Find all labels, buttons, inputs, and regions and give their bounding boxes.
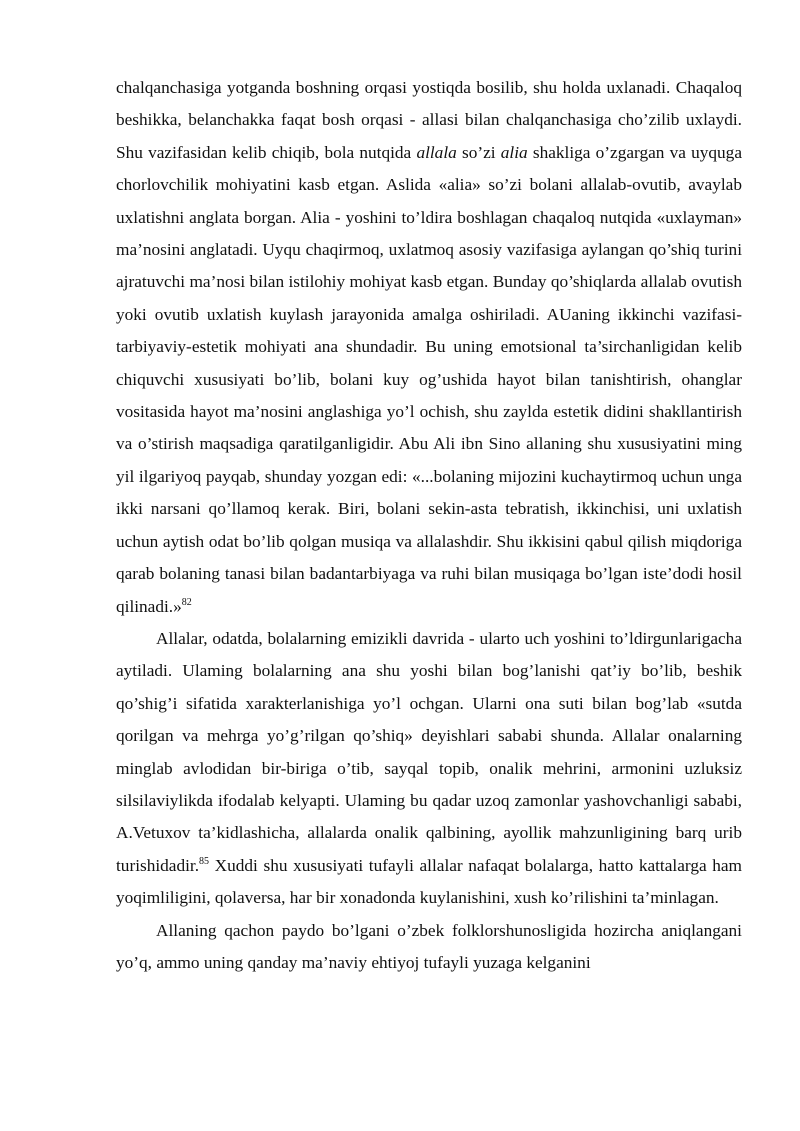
text-run: chalqanchasiga yotganda boshning orqasi yostiqda bosilib, shu holda uxlanadi. Chaqaloq beshikka, belanchakka faqat bosh orqasi - allasi bilan chalqanchasiga cho’zilib uxlaydi. Shu vazifasidan kelib chiqib, bola nutqida [116, 78, 742, 162]
text-run: Xuddi shu xususiyati tufayli allalar nafaqat bolalarga, hatto kattalarga ham yoqimliligini, qolaversa, har bir xonadonda kuylanishini, xush ko’rilishini ta’minlagan. [116, 855, 742, 908]
italic-term: allala [416, 142, 457, 162]
italic-term: alia [500, 142, 528, 162]
footnote-ref: 85 [199, 855, 210, 867]
text-run: Allaning qachon paydo bo’lgani o’zbek folklorshunosligida hozircha aniqlangani yo’q, ammo uning qanday ma’naviy ehtiyoj tufayli yuzaga kelganini [116, 920, 742, 972]
body-text [116, 72, 742, 979]
text-run: so’zi [456, 142, 501, 162]
text-run: shakliga o’zgargan va uyquga chorlovchilik mohiyatini kasb etgan. Aslida «alia» so’zi bolani allalab-ovutib, avaylab uxlatishni anglata borgan. Alia - yoshini to’ldira boshlagan chaqaloq nutqida «uxlayman» ma’nosini anglatadi. Uyqu chaqirmoq, uxlatmoq asosiy vazifasiga aylangan qo’shiq turini ajratuvchi ma’nosi bilan istilohiy mohiyat kasb etgan. Bunday qo’shiqlarda allalab ovutish yoki ovutib uxlatish kuylash jarayonida amalga oshiriladi. AUaning ikkinchi vazifasi-tarbiyaviy-estetik mohiyati ana shundadir. Bu uning emotsional ta’sirchanligidan kelib chiquvchi xususiyati bo’lib, bolani kuy og’ushida hayot bilan tanishtirish, ohanglar vositasida hayot ma’nosini anglashiga yo’l ochish, shu zaylda estetik didini shakllantirish va o’stirish maqsadiga qaratilganligidir. Abu Ali ibn Sino allaning shu xususiyatini ming yil ilgariyoq payqab, shunday yozgan edi: «...bolaning mijozini kuchaytirmoq uchun unga ikki narsani qo’llamoq kerak. Biri, bolani sekin-asta tebratish, ikkinchisi, uni uxlatish uchun aytish odat bo’lib qolgan musiqa va allalashdir. Shu ikkisini qabul qilish miqdoriga qarab bolaning tanasi bilan badantarbiyaga va ruhi bilan musiqaga bo’lgan iste’dodi hosil qilinadi.» [116, 142, 742, 616]
text-run: Allalar, odatda, bolalarning emizikli davrida - ularto uch yoshini to’ldirgunlarigacha aytiladi. Ulaming bolalarning ana shu yoshi bilan bog’lanishi qat’iy bo’lib, beshik qo’shig’i sifatida xarakterlanishiga yo’l ochgan. Ularni ona suti bilan bog’lab «sutda qorilgan va mehrga yo’g’rilgan qo’shiq» deyishlari sababi shunda. Allalar onalarning minglab avlodidan bir-biriga o’tib, sayqal topib, onalik mehrini, armonini uzluksiz silsilaviylikda ifodalab kelyapti. Ulaming bu qadar uzoq zamonlar yashovchanligi sababi, A.Vetuxov ta’kidlashicha, allalarda onalik qalbining, ayollik mahzunligining barq urib turishidadir. [116, 628, 742, 875]
paragraph [116, 72, 742, 623]
paragraph [116, 623, 742, 915]
paragraph [116, 915, 742, 980]
footnote-ref: 82 [181, 596, 192, 608]
